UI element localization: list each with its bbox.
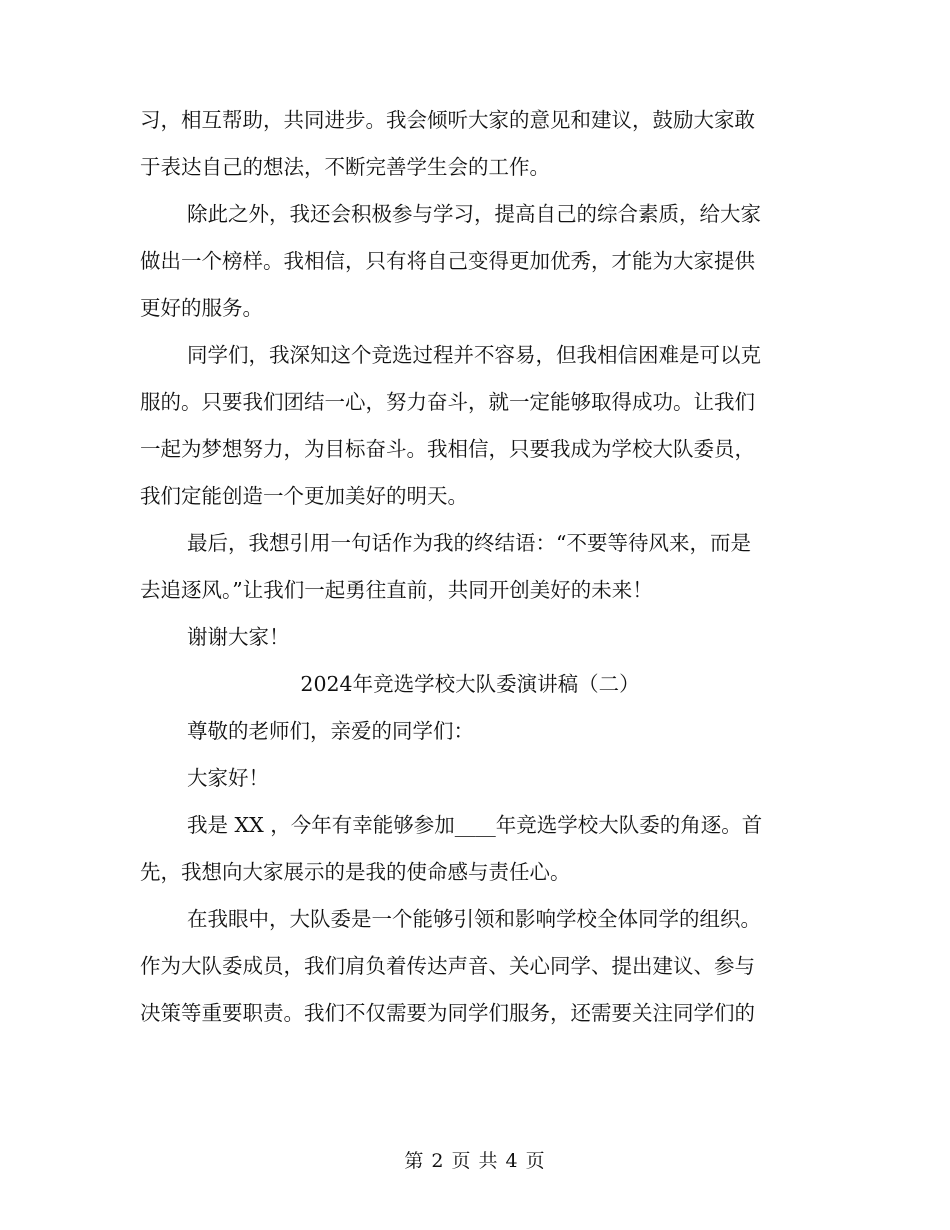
- text-line: 大家好！: [187, 766, 269, 790]
- text-line: 我是 XX ，今年有幸能够参加____年竞选学校大队委的角逐。首: [187, 813, 763, 837]
- text-line: 先，我想向大家展示的是我的使命感与责任心。: [140, 860, 571, 884]
- text-line: 在我眼中，大队委是一个能够引领和影响学校全体同学的组织。: [187, 907, 761, 931]
- text-line: 做出一个榜样。我相信，只有将自己变得更加优秀，才能为大家提供: [140, 249, 755, 273]
- text-line: 服的。只要我们团结一心，努力奋斗，就一定能够取得成功。让我们: [140, 390, 755, 414]
- text-line: 作为大队委成员，我们肩负着传达声音、关心同学、提出建议、参与: [140, 954, 755, 978]
- document-body: [140, 97, 800, 1037]
- text-line: 同学们，我深知这个竞选过程并不容易，但我相信困难是可以克: [187, 343, 761, 367]
- section-heading: 2024年竞选学校大队委演讲稿（二）: [300, 672, 640, 696]
- text-line: 除此之外，我还会积极参与学习，提高自己的综合素质，给大家: [187, 202, 761, 226]
- text-line: 我们定能创造一个更加美好的明天。: [140, 484, 468, 508]
- text-line: 去追逐风。”让我们一起勇往直前，共同开创美好的未来！: [140, 578, 653, 602]
- text-line: 谢谢大家！: [187, 625, 290, 649]
- text-line: 习，相互帮助，共同进步。我会倾听大家的意见和建议，鼓励大家敢: [140, 108, 755, 132]
- page-number-footer: 第 2 页 共 4 页: [404, 1150, 546, 1172]
- text-line: 尊敬的老师们，亲爱的同学们：: [187, 719, 474, 743]
- text-line: 于表达自己的想法，不断完善学生会的工作。: [140, 155, 550, 179]
- text-line: 更好的服务。: [140, 296, 263, 320]
- text-line: 一起为梦想努力，为目标奋斗。我相信，只要我成为学校大队委员，: [140, 437, 755, 461]
- text-line: 决策等重要职责。我们不仅需要为同学们服务，还需要关注同学们的: [140, 1001, 755, 1025]
- text-line: 最后，我想引用一句话作为我的终结语：“不要等待风来，而是: [187, 531, 751, 555]
